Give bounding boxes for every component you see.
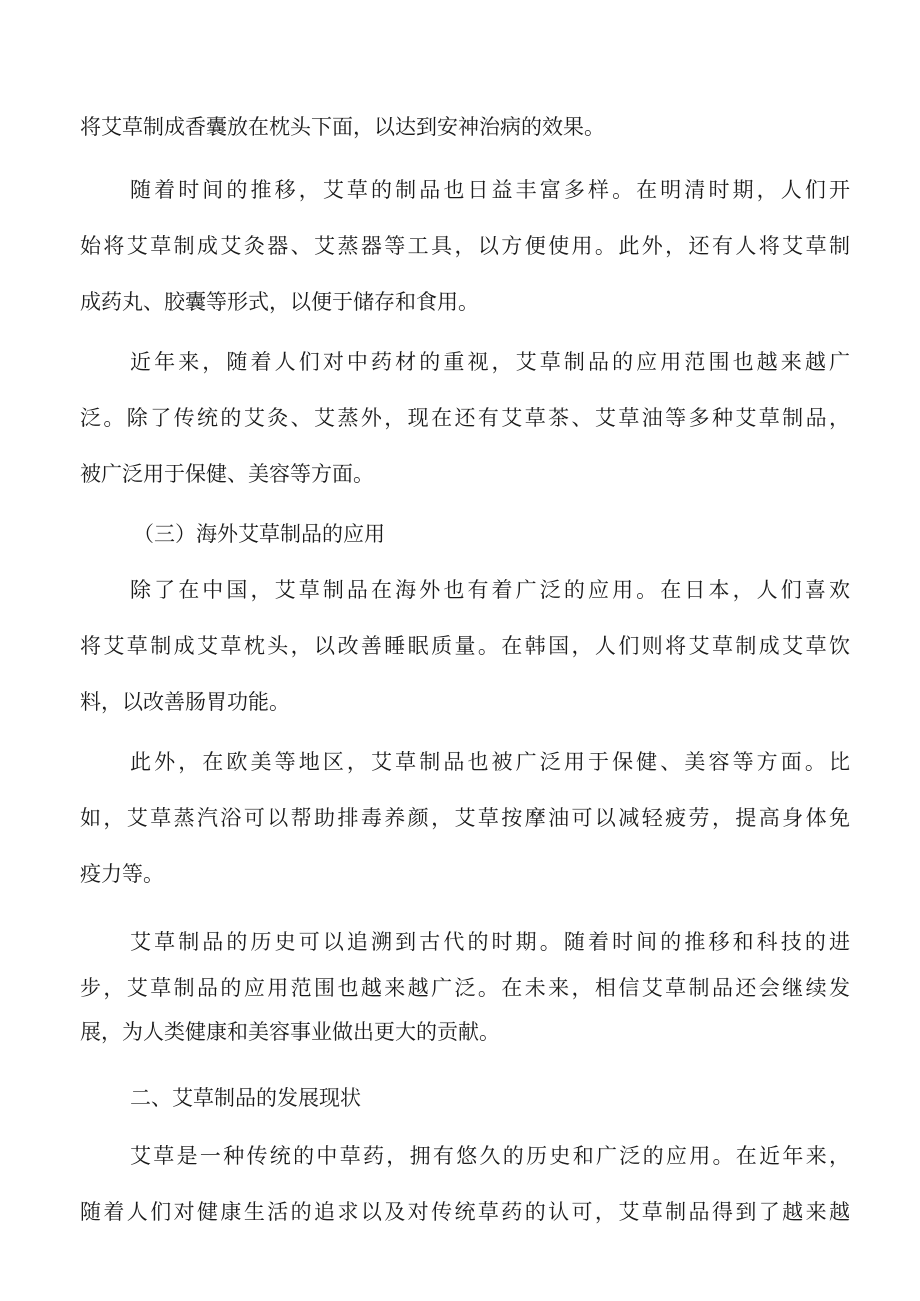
paragraph-4-line-2: 将艾草制成艾草枕头，以改善睡眠质量。在韩国，人们则将艾草制成艾草饮 — [80, 634, 850, 658]
paragraph-2-line-2: 始将艾草制成艾灸器、艾蒸器等工具，以方便使用。此外，还有人将艾草制 — [80, 234, 850, 258]
paragraph-5-line-3: 疫力等。 — [80, 862, 164, 886]
paragraph-6-line-3: 展，为人类健康和美容事业做出更大的贡献。 — [80, 1020, 500, 1044]
paragraph-7-line-2: 随着人们对健康生活的追求以及对传统草药的认可，艾草制品得到了越来越 — [80, 1200, 850, 1224]
paragraph-4-line-3: 料，以改善肠胃功能。 — [80, 690, 290, 714]
paragraph-1-line-1: 将艾草制成香囊放在枕头下面，以达到安神治病的效果。 — [80, 115, 605, 139]
section-heading-status: 二、艾草制品的发展现状 — [130, 1086, 361, 1110]
paragraph-4-line-1: 除了在中国，艾草制品在海外也有着广泛的应用。在日本，人们喜欢 — [130, 578, 850, 602]
paragraph-5-line-1: 此外，在欧美等地区，艾草制品也被广泛用于保健、美容等方面。比 — [130, 750, 850, 774]
paragraph-2-line-3: 成药丸、胶囊等形式，以便于储存和食用。 — [80, 290, 479, 314]
paragraph-3-line-3: 被广泛用于保健、美容等方面。 — [80, 462, 374, 486]
paragraph-7-line-1: 艾草是一种传统的中草药，拥有悠久的历史和广泛的应用。在近年来， — [130, 1144, 850, 1168]
paragraph-5-line-2: 如，艾草蒸汽浴可以帮助排毒养颜，艾草按摩油可以减轻疲劳，提高身体免 — [80, 806, 850, 830]
section-heading-overseas: （三）海外艾草制品的应用 — [133, 522, 385, 546]
paragraph-3-line-1: 近年来，随着人们对中药材的重视，艾草制品的应用范围也越来越广 — [130, 350, 850, 374]
paragraph-2-line-1: 随着时间的推移，艾草的制品也日益丰富多样。在明清时期，人们开 — [130, 178, 850, 202]
paragraph-3-line-2: 泛。除了传统的艾灸、艾蒸外，现在还有艾草茶、艾草油等多种艾草制品， — [80, 406, 850, 430]
paragraph-6-line-1: 艾草制品的历史可以追溯到古代的时期。随着时间的推移和科技的进 — [130, 930, 850, 954]
paragraph-6-line-2: 步，艾草制品的应用范围也越来越广泛。在未来，相信艾草制品还会继续发 — [80, 976, 850, 1000]
